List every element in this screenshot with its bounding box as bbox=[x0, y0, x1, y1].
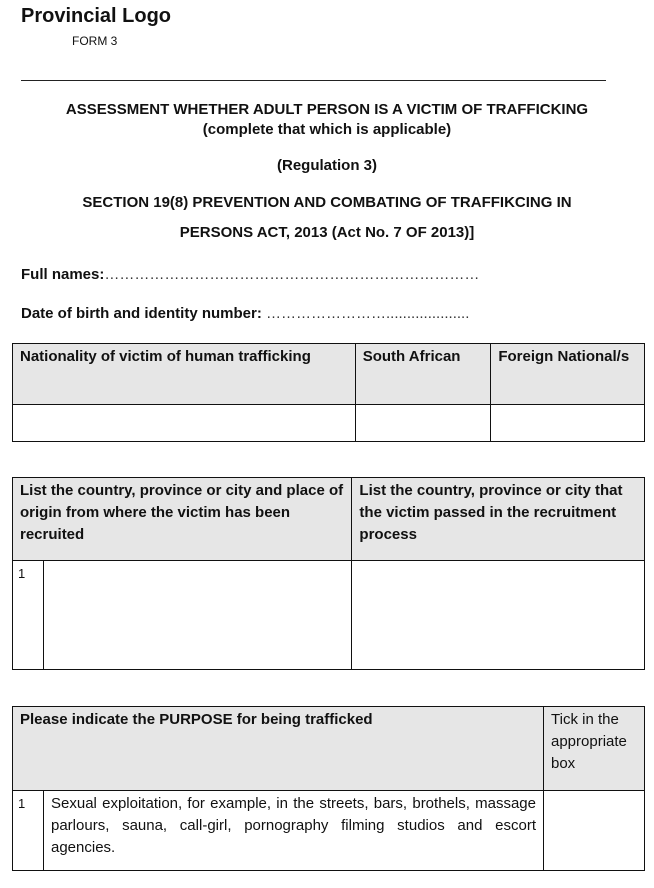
dob-id-blank[interactable]: …………………….................... bbox=[266, 305, 470, 322]
origin-table bbox=[12, 477, 645, 670]
nationality-cell[interactable] bbox=[13, 405, 356, 442]
purpose-description: Sexual exploitation, for example, in the streets, bars, brothels, massage parlours, sauna, call-girl, pornography filming studios and escort agencies. bbox=[44, 791, 544, 871]
section-reference-line1: SECTION 19(8) PREVENTION AND COMBATING OF TRAFFIKCING IN bbox=[82, 194, 572, 211]
purpose-row-number: 1 bbox=[13, 791, 44, 871]
purpose-header-row bbox=[13, 707, 645, 791]
foreign-national-header: Foreign National/s bbox=[491, 344, 645, 405]
transit-places-cell[interactable] bbox=[352, 561, 645, 670]
transit-places-header: List the country, province or city that the victim passed in the recruitment process bbox=[352, 478, 645, 561]
regulation-reference: (Regulation 3) bbox=[277, 157, 377, 174]
dob-id-label: Date of birth and identity number: bbox=[21, 305, 262, 322]
purpose-row bbox=[13, 791, 645, 871]
place-of-origin-header: List the country, province or city and place of origin from where the victim has been recruited bbox=[13, 478, 352, 561]
header-divider bbox=[21, 80, 606, 81]
nationality-input-row bbox=[13, 405, 645, 442]
dob-id-field[interactable] bbox=[21, 305, 469, 322]
purpose-table bbox=[12, 706, 645, 871]
foreign-national-cell[interactable] bbox=[491, 405, 645, 442]
purpose-header: Please indicate the PURPOSE for being trafficked bbox=[13, 707, 544, 791]
south-african-cell[interactable] bbox=[355, 405, 491, 442]
form-subtitle: (complete that which is applicable) bbox=[202, 121, 452, 138]
full-names-field[interactable] bbox=[21, 266, 479, 283]
nationality-header-row bbox=[13, 344, 645, 405]
origin-row bbox=[13, 561, 645, 670]
place-of-origin-cell[interactable] bbox=[44, 561, 352, 670]
full-names-blank[interactable]: ………………………………………………………………… bbox=[104, 266, 480, 283]
origin-row-number: 1 bbox=[13, 561, 44, 670]
form-number: FORM 3 bbox=[72, 34, 118, 48]
nationality-header: Nationality of victim of human trafficking bbox=[13, 344, 356, 405]
south-african-header: South African bbox=[355, 344, 491, 405]
origin-header-row bbox=[13, 478, 645, 561]
section-reference-line2: PERSONS ACT, 2013 (Act No. 7 OF 2013)] bbox=[179, 224, 475, 241]
tick-box-header: Tick in the appropriate box bbox=[544, 707, 645, 791]
purpose-tick-box[interactable] bbox=[544, 791, 645, 871]
provincial-logo-text: Provincial Logo bbox=[21, 5, 172, 27]
full-names-label: Full names: bbox=[21, 266, 105, 283]
form-title: ASSESSMENT WHETHER ADULT PERSON IS A VICTIM OF TRAFFICKING bbox=[65, 101, 589, 118]
nationality-table bbox=[12, 343, 645, 442]
